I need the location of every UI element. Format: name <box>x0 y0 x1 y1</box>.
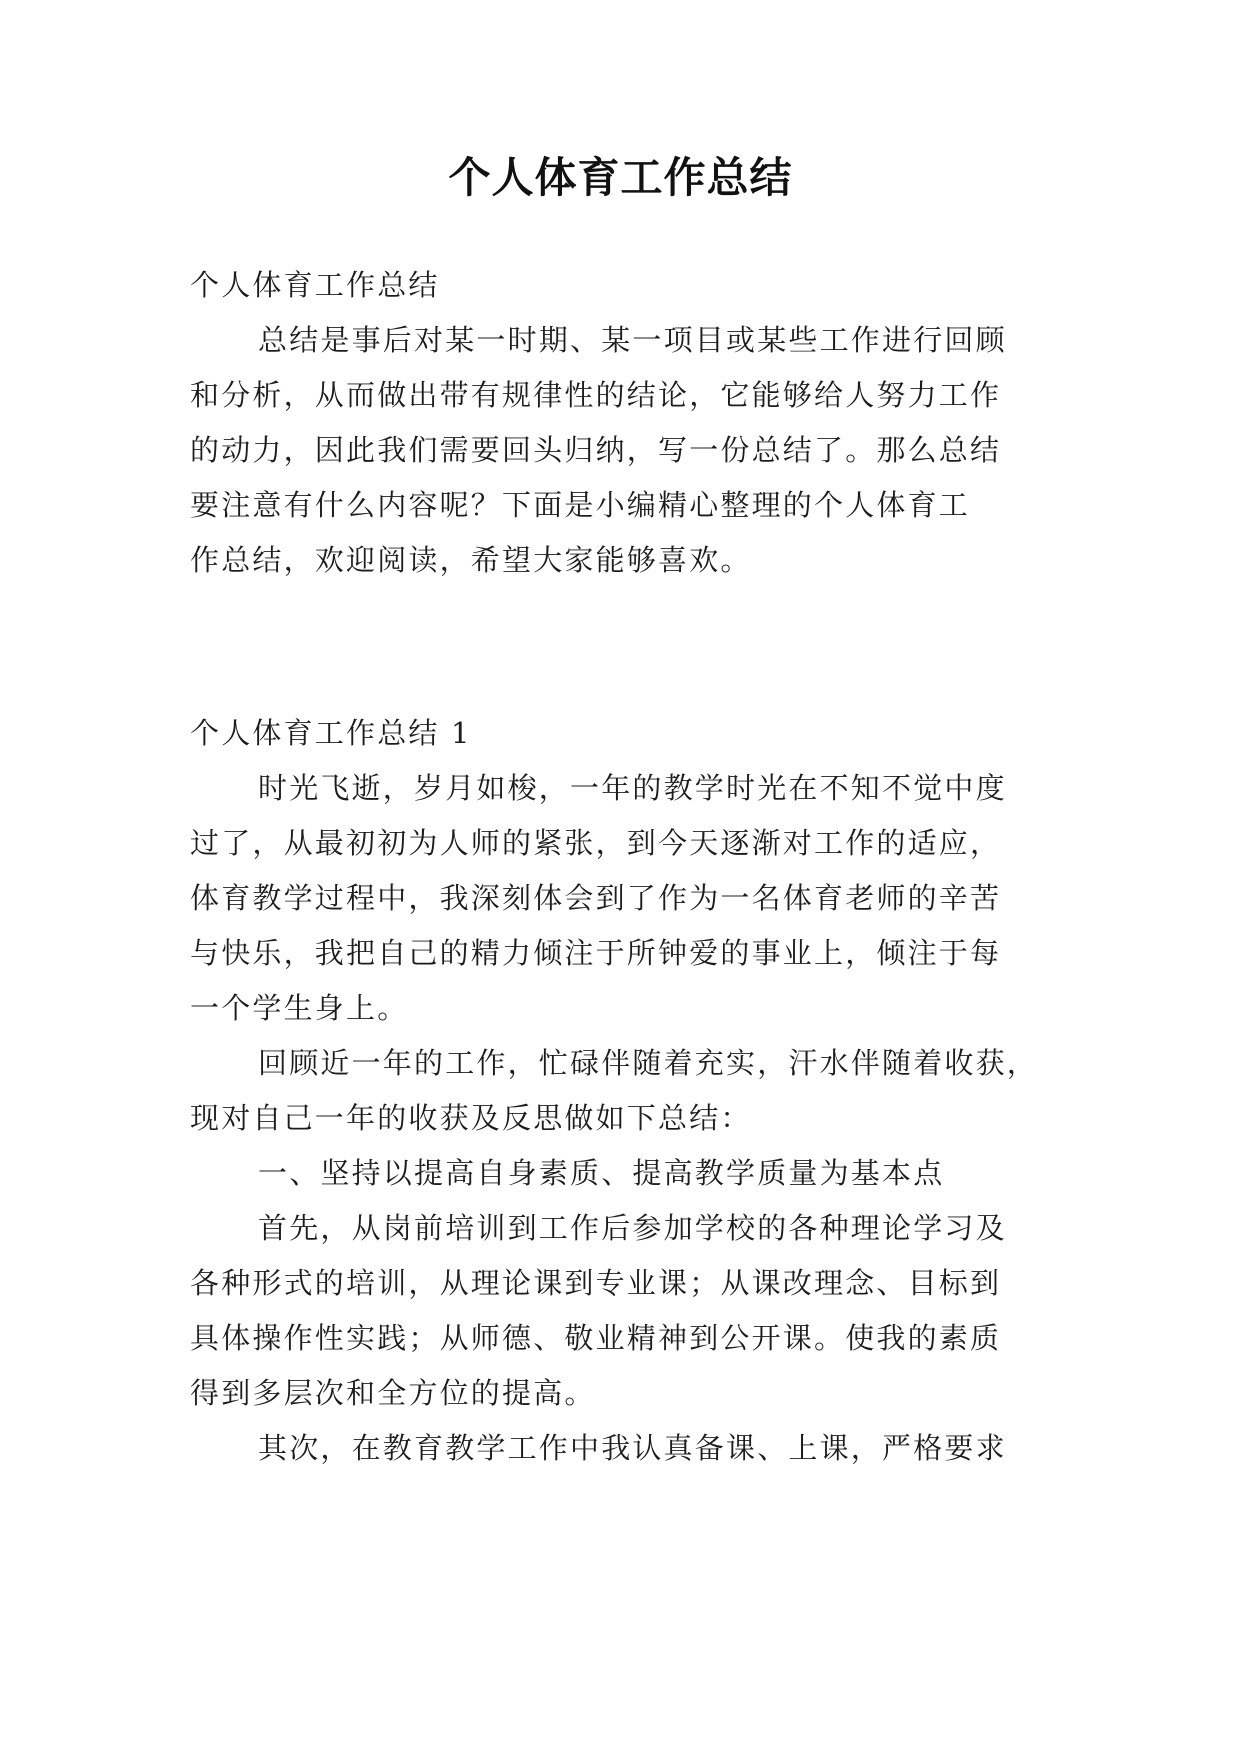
paragraph-line: 其次，在教育教学工作中我认真备课、上课，严格要求 <box>258 1431 1007 1465</box>
paragraph-line: 的动力，因此我们需要回头归纳，写一份总结了。那么总结 <box>190 433 1002 467</box>
paragraph-line: 时光飞逝，岁月如梭，一年的教学时光在不知不觉中度 <box>258 771 1007 805</box>
section-heading-1: 个人体育工作总结 1 <box>190 716 472 750</box>
paragraph-line: 各种形式的培训，从理论课到专业课；从课改理念、目标到 <box>190 1266 1002 1300</box>
paragraph-line: 具体操作性实践；从师德、敬业精神到公开课。使我的素质 <box>190 1321 1002 1355</box>
paragraph-line: 与快乐，我把自己的精力倾注于所钟爱的事业上，倾注于每 <box>190 936 1002 970</box>
paragraph-line: 一个学生身上。 <box>190 991 409 1025</box>
paragraph-line: 和分析，从而做出带有规律性的结论，它能够给人努力工作 <box>190 378 1002 412</box>
paragraph-line: 现对自己一年的收获及反思做如下总结： <box>190 1101 752 1135</box>
paragraph-line: 作总结，欢迎阅读，希望大家能够喜欢。 <box>190 543 752 577</box>
paragraph-line: 体育教学过程中，我深刻体会到了作为一名体育老师的辛苦 <box>190 881 1002 915</box>
paragraph-line: 总结是事后对某一时期、某一项目或某些工作进行回顾 <box>258 323 1007 357</box>
paragraph-line: 首先，从岗前培训到工作后参加学校的各种理论学习及 <box>258 1211 1007 1245</box>
paragraph-line: 要注意有什么内容呢？下面是小编精心整理的个人体育工 <box>190 488 971 522</box>
paragraph-line: 得到多层次和全方位的提高。 <box>190 1376 596 1410</box>
paragraph-line: 回顾近一年的工作，忙碌伴随着充实，汗水伴随着收获， <box>258 1046 1039 1080</box>
paragraph-line: 过了，从最初初为人师的紧张，到今天逐渐对工作的适应， <box>190 826 1002 860</box>
subheading-line: 一、坚持以提高自身素质、提高教学质量为基本点 <box>258 1156 945 1190</box>
document-title: 个人体育工作总结 <box>448 153 793 202</box>
section-heading-intro: 个人体育工作总结 <box>190 268 440 302</box>
